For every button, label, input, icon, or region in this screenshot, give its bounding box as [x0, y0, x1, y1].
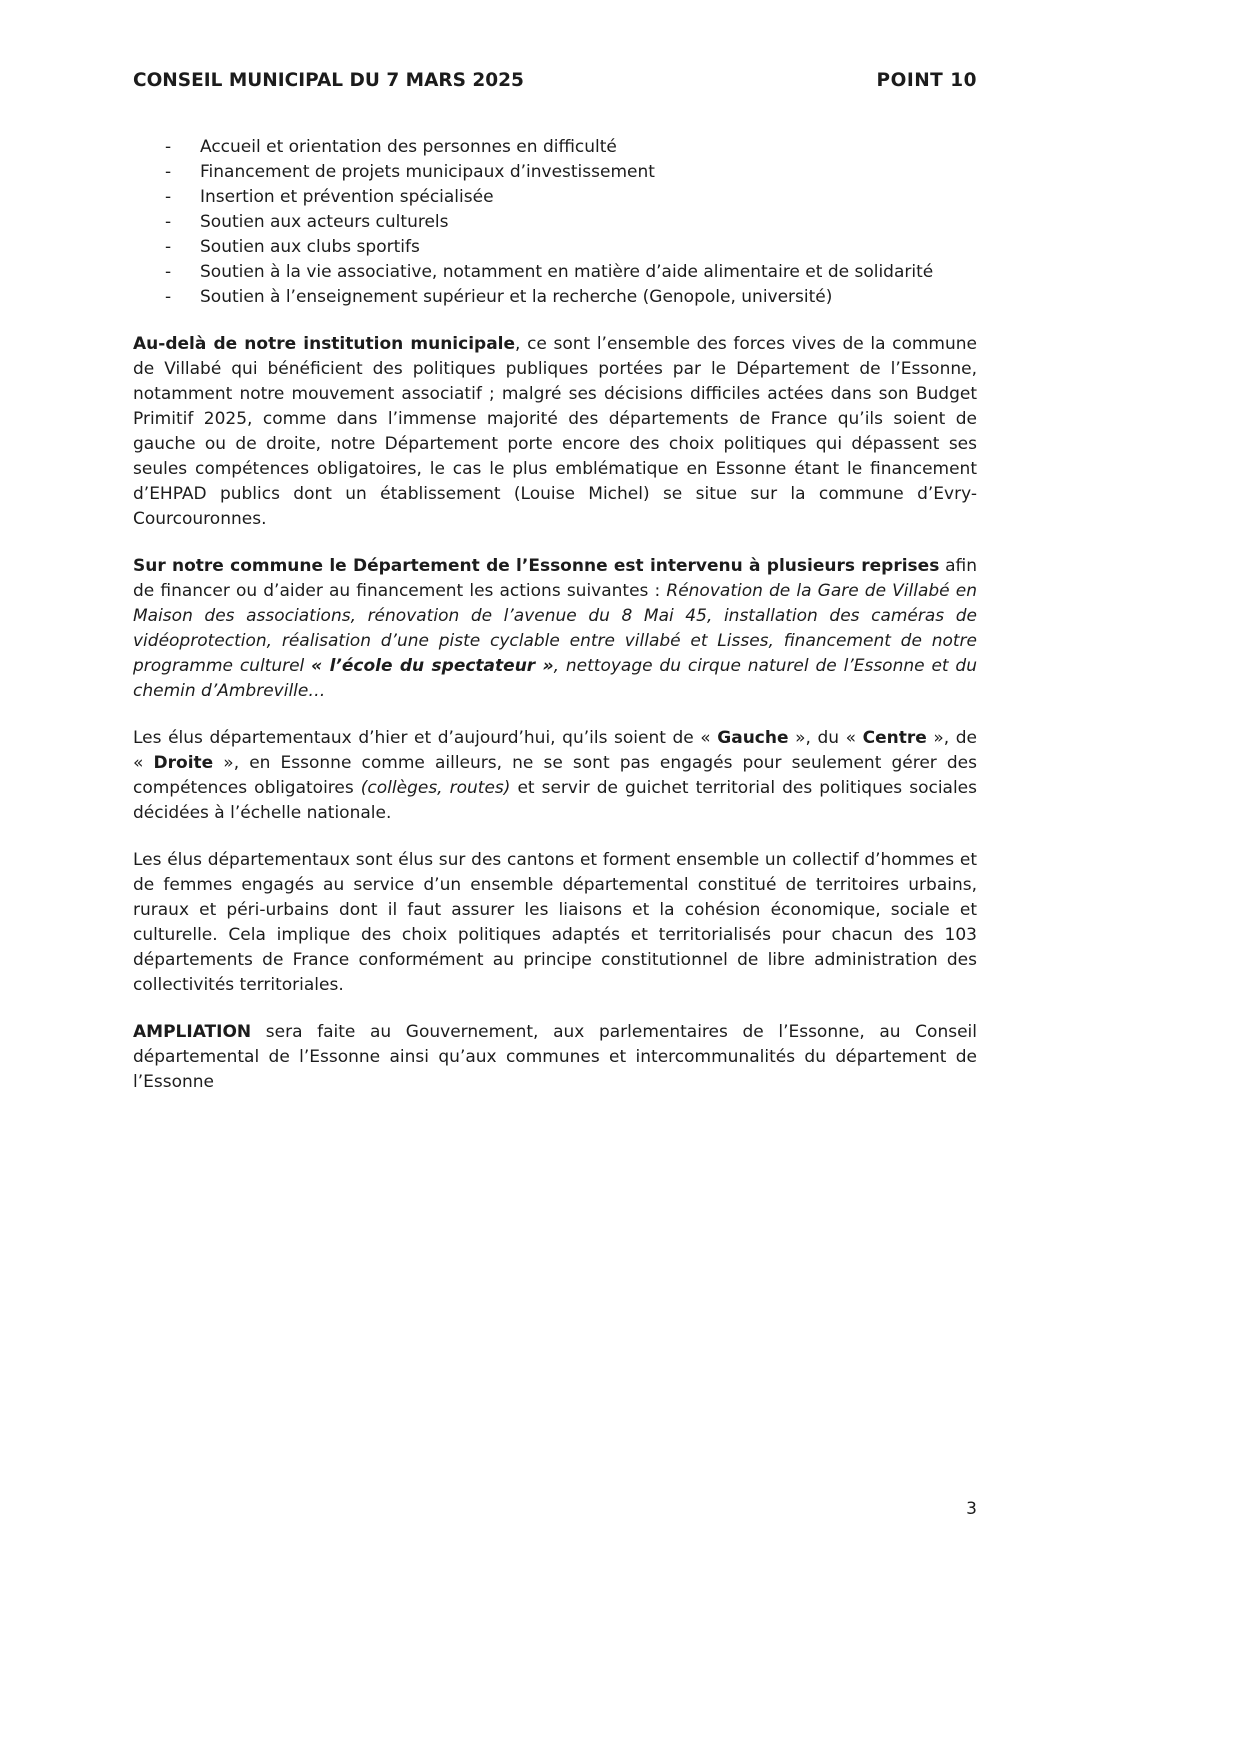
bullet-list: [133, 135, 977, 310]
bullet-text: Soutien à l’enseignement supérieur et la recherche (Genopole, université): [200, 287, 833, 307]
bullet-item: [133, 135, 977, 160]
text-segment: afin de financer ou d’aider au financement les actions suivantes :: [133, 556, 978, 601]
text-segment: Les élus départementaux sont élus sur des cantons et forment ensemble un collectif d’hommes et de femmes engagés au service d’un ensemble départemental constitué de territoires urbains, ruraux et péri-urbains dont il faut assurer les liaisons et la cohésion économique, sociale et culturelle. Cela implique des choix politiques adaptés et territorialisés pour chacun des 103 départements de France conformément au principe constitutionnel de libre administration des collectivités territoriales.: [133, 850, 977, 995]
bullet-text: Insertion et prévention spécialisée: [200, 187, 494, 207]
text-segment: , nettoyage du cirque naturel de l’Essonne et du chemin d’Ambreville…: [133, 656, 977, 701]
bullet-dash: -: [165, 237, 172, 257]
text-segment: », du «: [788, 728, 863, 748]
paragraph: [133, 848, 977, 998]
text-segment: Sur notre commune le Département de l’Essonne est intervenu à plusieurs reprises: [133, 556, 940, 576]
bullet-item: [133, 160, 977, 185]
paragraph: [133, 726, 977, 826]
paragraph: [133, 1020, 977, 1095]
bullet-text: Soutien aux clubs sportifs: [200, 237, 420, 257]
text-segment: et servir de guichet territorial des politiques sociales décidées à l’échelle nationale.: [133, 778, 977, 823]
text-segment: (collèges, routes): [360, 778, 511, 798]
bullet-dash: -: [165, 187, 172, 207]
text-segment: Au-delà de notre institution municipale: [133, 334, 516, 354]
text-segment: « l’école du spectateur »: [311, 656, 554, 676]
bullet-dash: -: [165, 162, 172, 182]
page-number: 3: [966, 1499, 977, 1519]
paragraphs-container: [133, 332, 977, 1095]
header-title: CONSEIL MUNICIPAL DU 7 MARS 2025: [133, 70, 524, 91]
text-segment: AMPLIATION: [133, 1022, 252, 1042]
bullet-dash: -: [165, 137, 172, 157]
text-segment: Droite: [153, 753, 214, 773]
text-segment: Les élus départementaux d’hier et d’aujourd’hui, qu’ils soient de «: [133, 728, 718, 748]
text-segment: », de «: [133, 728, 977, 773]
bullet-item: [133, 260, 977, 285]
text-segment: Rénovation de la Gare de Villabé en Maison des associations, rénovation de l’avenue du 8 Mai 45, installation des caméras de vidéoprotection, réalisation d’une piste cyclable entre villabé et Lisses, financement de notre programme culturel: [133, 581, 977, 676]
page-header: [133, 68, 977, 93]
text-segment: sera faite au Gouvernement, aux parlementaires de l’Essonne, au Conseil départemental de l’Essonne ainsi qu’aux communes et intercommunalités du département de l’Essonne: [133, 1022, 977, 1092]
bullet-text: Accueil et orientation des personnes en difficulté: [200, 137, 617, 157]
bullet-item: [133, 210, 977, 235]
header-point-number: POINT 10: [876, 70, 977, 91]
paragraph: [133, 332, 977, 532]
text-segment: », en Essonne comme ailleurs, ne se sont pas engagés pour seulement gérer des compétences obligatoires: [133, 753, 977, 798]
paragraph: [133, 554, 977, 704]
text-segment: Gauche: [717, 728, 789, 748]
text-segment: Centre: [862, 728, 927, 748]
bullet-text: Soutien à la vie associative, notamment en matière d’aide alimentaire et de solidarité: [200, 262, 934, 282]
bullet-text: Financement de projets municipaux d’investissement: [200, 162, 655, 182]
bullet-dash: -: [165, 212, 172, 232]
bullet-item: [133, 285, 977, 310]
bullet-item: [133, 185, 977, 210]
text-segment: , ce sont l’ensemble des forces vives de la commune de Villabé qui bénéficient des politiques publiques portées par le Département de l’Essonne, notamment notre mouvement associatif ; malgré ses décisions difficiles actées dans son Budget Primitif 2025, comme dans l’immense majorité des départements de France qu’ils soient de gauche ou de droite, notre Département porte encore des choix politiques qui dépassent ses seules compétences obligatoires, le cas le plus emblématique en Essonne étant le financement d’EHPAD publics dont un établissement (Louise Michel) se situe sur la commune d’Evry-Courcouronnes.: [133, 334, 978, 529]
bullet-item: [133, 235, 977, 260]
bullet-dash: -: [165, 262, 172, 282]
bullet-text: Soutien aux acteurs culturels: [200, 212, 449, 232]
bullet-dash: -: [165, 287, 172, 307]
